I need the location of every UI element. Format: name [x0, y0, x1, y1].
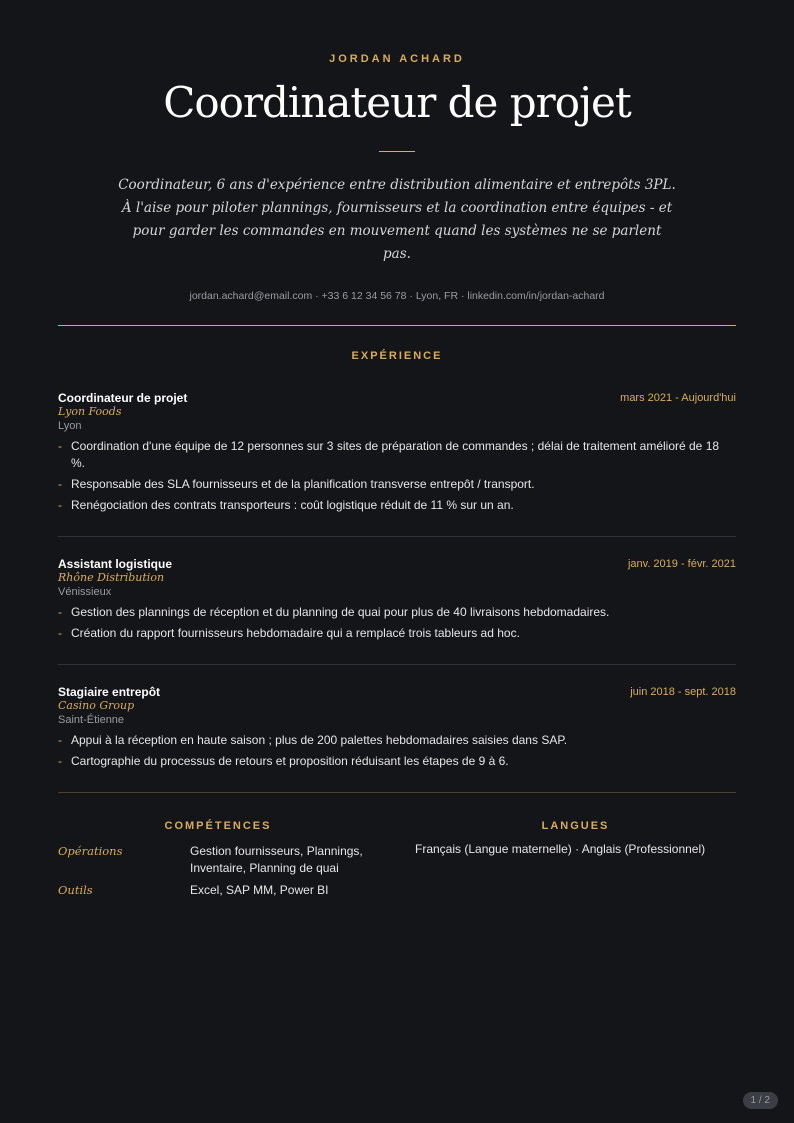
bullet-item: - Création du rapport fournisseurs hebdomadaire qui a remplacé trois tableurs ad hoc. [58, 626, 520, 640]
dash-icon: - [58, 439, 62, 453]
job-bullets [58, 732, 736, 770]
dash-icon: - [58, 754, 62, 768]
section-divider [58, 792, 736, 793]
job-dates: juin 2018 - sept. 2018 [630, 686, 736, 698]
skill-category: Opérations [58, 844, 123, 858]
job-role: Coordinateur de projet [58, 391, 188, 405]
bullet-item: - Renégociation des contrats transporteurs : coût logistique réduit de 11 % sur un an. [58, 498, 514, 512]
job-dates: janv. 2019 - févr. 2021 [627, 558, 736, 570]
page-title: Coordinateur de projet [163, 78, 631, 127]
candidate-name: JORDAN ACHARD [329, 53, 465, 65]
job-bullets [58, 604, 736, 642]
dash-icon: - [58, 626, 62, 640]
profile-summary: Coordinateur, 6 ans d'expérience entre distribution alimentaire et entrepôts 3PL. À l'aise pour piloter plannings, fournisseurs et la coordination entre équipes - et pour garder les commandes en mouvement quand les systèmes ne se parlent pas. [118, 177, 676, 262]
job-divider [58, 536, 736, 537]
contact-line: jordan.achard@email.com · +33 6 12 34 56 78 · Lyon, FR · linkedin.com/in/jordan-achard [189, 290, 605, 302]
languages-section [415, 819, 736, 858]
experience-heading: EXPÉRIENCE [351, 350, 443, 362]
dash-icon: - [58, 477, 62, 491]
skill-value: Excel, SAP MM, Power BI [190, 883, 329, 897]
languages-list: Français (Langue maternelle) · Anglais (Professionnel) [415, 842, 706, 856]
experience-item [58, 557, 736, 646]
job-location: Vénissieux [58, 586, 112, 598]
job-dates: mars 2021 - Aujourd'hui [620, 392, 736, 404]
job-location: Lyon [58, 420, 82, 432]
resume-header [58, 52, 736, 303]
resume-page [58, 0, 736, 1123]
dash-icon: - [58, 605, 62, 619]
title-divider [379, 151, 415, 152]
section-divider [58, 325, 736, 326]
bullet-item: - Gestion des plannings de réception et du planning de quai pour plus de 40 livraisons hebdomadaires. [58, 605, 610, 619]
experience-item [58, 391, 736, 518]
job-divider [58, 664, 736, 665]
skills-section [58, 819, 378, 899]
bullet-item: - Responsable des SLA fournisseurs et de la planification transverse entrepôt / transport. [58, 477, 535, 491]
job-company: Lyon Foods [58, 405, 122, 418]
skill-row [58, 882, 378, 899]
job-bullets [58, 438, 736, 514]
page-indicator: 1 / 2 [743, 1092, 778, 1109]
job-role: Assistant logistique [58, 557, 173, 571]
skills-heading: COMPÉTENCES [164, 820, 272, 832]
job-company: Casino Group [58, 699, 135, 712]
experience-item [58, 685, 736, 774]
job-role: Stagiaire entrepôt [58, 685, 161, 699]
skill-category: Outils [58, 883, 93, 897]
job-location: Saint-Étienne [58, 714, 125, 726]
languages-heading: LANGUES [541, 820, 610, 832]
skill-row [58, 843, 378, 877]
job-company: Rhône Distribution [58, 571, 165, 584]
skill-value: Gestion fournisseurs, Plannings, Inventaire, Planning de quai [190, 844, 363, 875]
bullet-item: - Appui à la réception en haute saison ; plus de 200 palettes hebdomadaires saisies dans SAP. [58, 733, 568, 747]
dash-icon: - [58, 498, 62, 512]
bullet-item: - Cartographie du processus de retours et proposition réduisant les étapes de 9 à 6. [58, 754, 509, 768]
dash-icon: - [58, 733, 62, 747]
bullet-item: - Coordination d'une équipe de 12 personnes sur 3 sites de préparation de commandes ; délai de traitement amélioré de 18 %. [58, 439, 720, 470]
